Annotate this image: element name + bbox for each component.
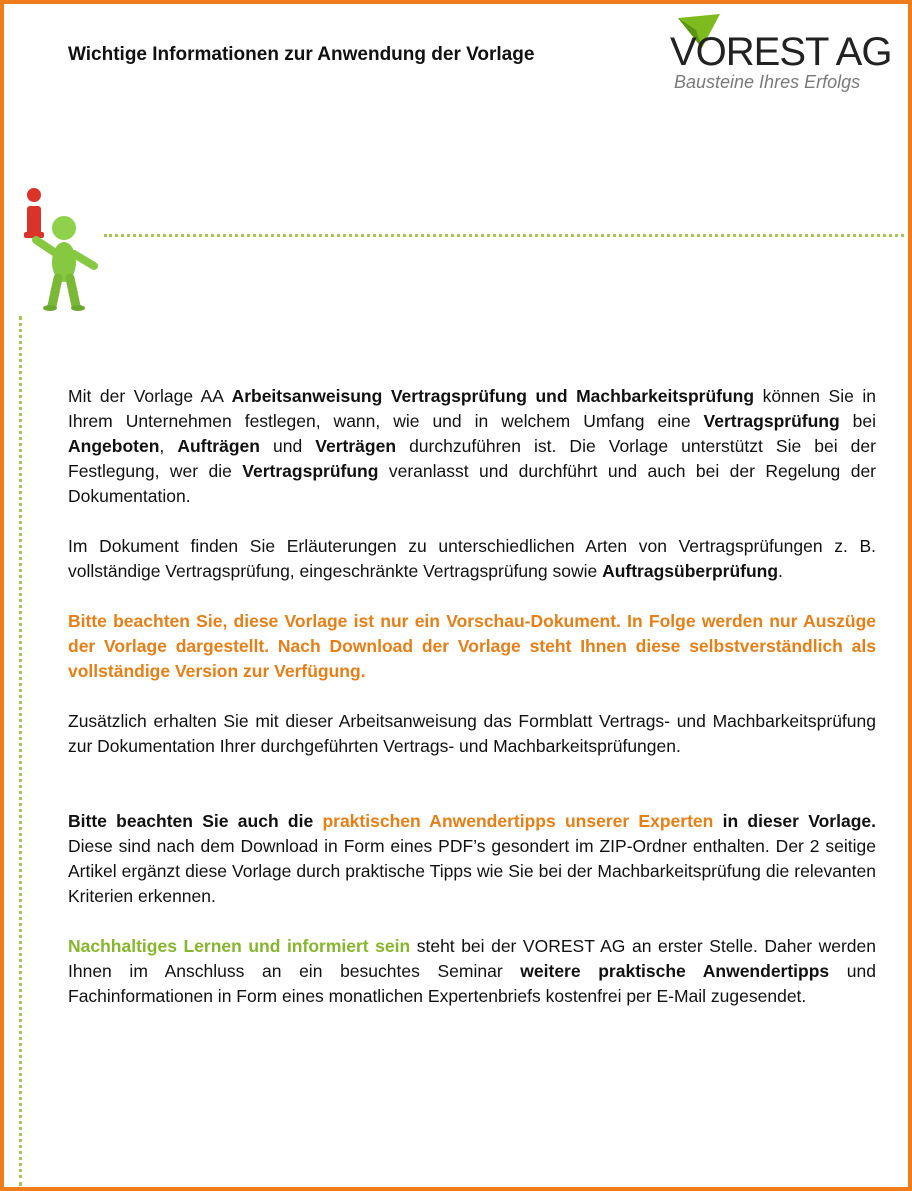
bold-text: Aufträgen (177, 436, 260, 456)
logo-name: VOREST AG (670, 30, 892, 74)
paragraph-types (68, 534, 876, 584)
bold-text: Vertragsprüfung (703, 411, 840, 431)
text: Zusätzlich erhalten Sie mit dieser Arbeitsanweisung das Formblatt Vertrags- und Machbarkeitsprüfung zur Dokumentation Ihrer durchgeführten Vertrags- und Machbarkeitsprüfungen. (68, 711, 876, 756)
text: bei (839, 411, 876, 431)
bold-text: weitere praktische Anwendertipps (520, 961, 830, 981)
bold-text: Arbeitsanweisung Vertragsprüfung und Machbarkeitsprüfung (231, 386, 755, 406)
bold-text: Auftragsüberprüfung (602, 561, 779, 581)
info-figure-icon (18, 186, 108, 314)
orange-notice-text: Bitte beachten Sie, diese Vorlage ist nur ein Vorschau-Dokument. In Folge werden nur Auszüge der Vorlage dargestellt. Nach Download der Vorlage steht Ihnen diese selbstverständlich als vollständige Version zur Verfügung. (68, 611, 876, 681)
paragraph-preview-notice (68, 609, 876, 684)
text: , (159, 436, 178, 456)
green-highlight-text: Nachhaltiges Lernen und informiert sein (68, 936, 411, 956)
text: durchzuführen ist. Die Vorlage unterstützt Sie bei der Festlegung, wer die (68, 436, 876, 481)
text: Im Dokument finden Sie Erläuterungen zu unterschiedlichen Arten von Vertragsprüfungen z. B. vollständige Vertragsprüfung, eingeschränkte Vertragsprüfung sowie (68, 536, 876, 581)
text: können Sie in Ihrem Unternehmen festlegen, wann, wie und in welchem Umfang eine (68, 386, 876, 431)
paragraph-learning (68, 934, 876, 1009)
text: Mit der Vorlage AA (68, 386, 232, 406)
paragraph-intro (68, 384, 876, 509)
paragraph-expert-tips (68, 809, 876, 909)
logo-tagline: Bausteine Ihres Erfolgs (674, 72, 861, 92)
bold-text: Angeboten (68, 436, 160, 456)
orange-highlight-text: praktischen Anwendertipps unserer Experten (322, 811, 714, 831)
text: und (259, 436, 316, 456)
page-title: Wichtige Informationen zur Anwendung der Vorlage (68, 44, 535, 65)
text: . (778, 561, 783, 581)
document-body (68, 384, 876, 1034)
bold-text: Verträgen (315, 436, 397, 456)
text: veranlasst und durchführt und auch bei der Regelung der Dokumentation. (68, 461, 876, 506)
bold-text: Vertragsprüfung (242, 461, 379, 481)
dotted-divider-vertical (19, 316, 22, 1186)
paragraph-form-sheet (68, 709, 876, 759)
text: und Fachinformationen in Form eines monatlichen Expertenbriefs kostenfrei per E-Mail zugesendet. (68, 961, 877, 1006)
company-logo (668, 12, 892, 102)
text: steht bei der VOREST AG an erster Stelle. Daher werden Ihnen im Anschluss an ein besuchtes Seminar (68, 936, 877, 981)
text: Diese sind nach dem Download in Form eines PDF’s gesondert im ZIP-Ordner enthalten. Der 2 seitige Artikel ergänzt diese Vorlage durch praktische Tipps wie Sie bei der Machbarkeitsprüfung die relevanten Kriterien erkennen. (68, 836, 876, 906)
dotted-divider-horizontal (104, 234, 904, 237)
bold-text: in dieser Vorlage. (713, 811, 876, 831)
bold-text: Bitte beachten Sie auch die (68, 811, 323, 831)
